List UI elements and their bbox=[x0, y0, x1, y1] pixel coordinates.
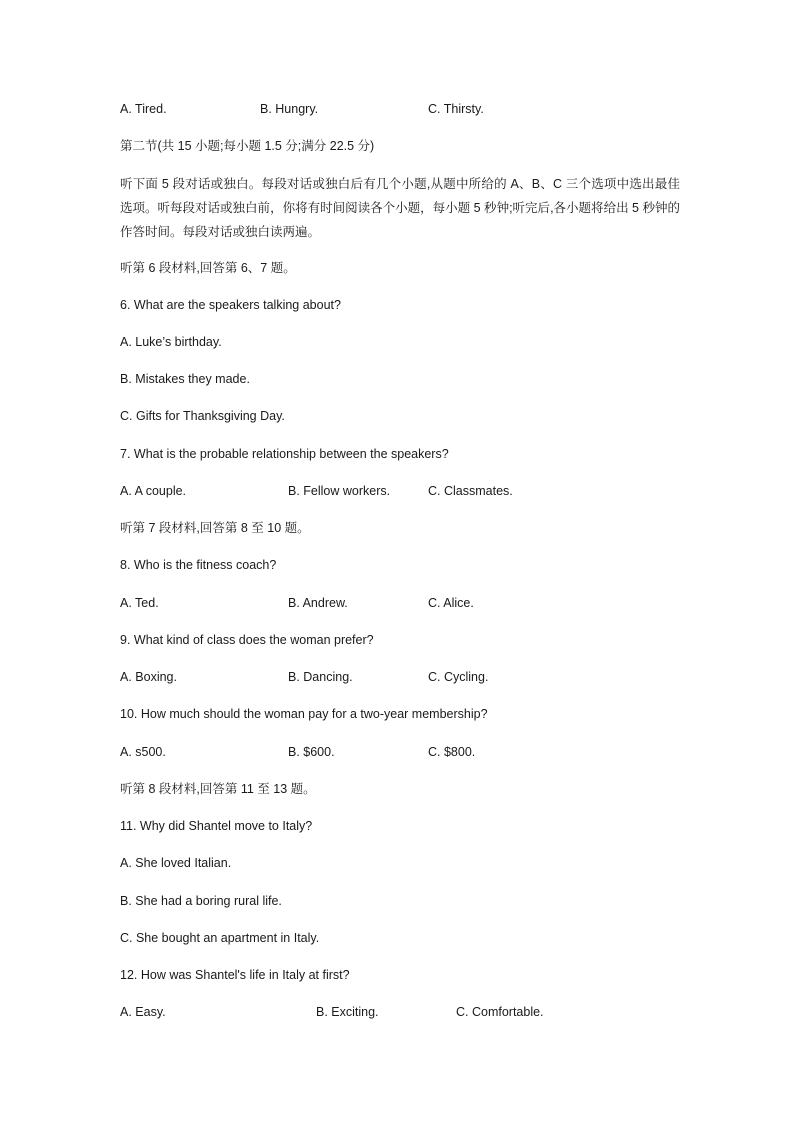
section-header: 第二节(共 15 小题;每小题 1.5 分;满分 22.5 分) bbox=[120, 139, 375, 153]
q10-option-a: A. s500. bbox=[120, 745, 166, 759]
q7-option-c: C. Classmates. bbox=[428, 484, 513, 498]
q12-option-c: C. Comfortable. bbox=[456, 1005, 544, 1019]
q11-option-a: A. She loved Italian. bbox=[120, 856, 232, 870]
q8-option-a: A. Ted. bbox=[120, 596, 159, 610]
q6-option-a: A. Luke’s birthday. bbox=[120, 335, 222, 349]
q9-option-b: B. Dancing. bbox=[288, 670, 353, 684]
q7-question: 7. What is the probable relationship between the speakers? bbox=[120, 447, 449, 461]
q11-option-b: B. She had a boring rural life. bbox=[120, 894, 282, 908]
group6-label: 听第 6 段材料,回答第 6、7 题。 bbox=[120, 261, 296, 275]
q8-question: 8. Who is the fitness coach? bbox=[120, 558, 277, 572]
q8-option-c: C. Alice. bbox=[428, 596, 474, 610]
q11-option-c: C. She bought an apartment in Italy. bbox=[120, 931, 320, 945]
q12-option-a: A. Easy. bbox=[120, 1005, 166, 1019]
instructions: 听下面 5 段对话或独白。每段对话或独白后有几个小题,从题中所给的 A、B、C 三个选项中选出最佳选项。听每段对话或独白前，你将有时间阅读各个小题，每小题 5 秒钟;听完后,各小题将给出 5 秒钟的作答时间。每段对话或独白读两遍。 bbox=[120, 177, 680, 239]
q8-option-b: B. Andrew. bbox=[288, 596, 348, 610]
q5-option-c: C. Thirsty. bbox=[428, 102, 484, 116]
q5-option-a: A. Tired. bbox=[120, 102, 167, 116]
q11-question: 11. Why did Shantel move to Italy? bbox=[120, 819, 313, 833]
q12-question: 12. How was Shantel's life in Italy at first? bbox=[120, 968, 350, 982]
group8-label: 听第 8 段材料,回答第 11 至 13 题。 bbox=[120, 782, 316, 796]
q9-option-c: C. Cycling. bbox=[428, 670, 489, 684]
q10-question: 10. How much should the woman pay for a two-year membership? bbox=[120, 707, 488, 721]
q6-question: 6. What are the speakers talking about? bbox=[120, 298, 341, 312]
q9-question: 9. What kind of class does the woman prefer? bbox=[120, 633, 374, 647]
q7-option-a: A. A couple. bbox=[120, 484, 187, 498]
q7-option-b: B. Fellow workers. bbox=[288, 484, 391, 498]
q5-option-b: B. Hungry. bbox=[260, 102, 319, 116]
q9-option-a: A. Boxing. bbox=[120, 670, 177, 684]
q10-option-b: B. $600. bbox=[288, 745, 335, 759]
q6-option-b: B. Mistakes they made. bbox=[120, 372, 250, 386]
q6-option-c: C. Gifts for Thanksgiving Day. bbox=[120, 409, 285, 423]
group7-label: 听第 7 段材料,回答第 8 至 10 题。 bbox=[120, 521, 310, 535]
q10-option-c: C. $800. bbox=[428, 745, 476, 759]
q12-option-b: B. Exciting. bbox=[316, 1005, 379, 1019]
